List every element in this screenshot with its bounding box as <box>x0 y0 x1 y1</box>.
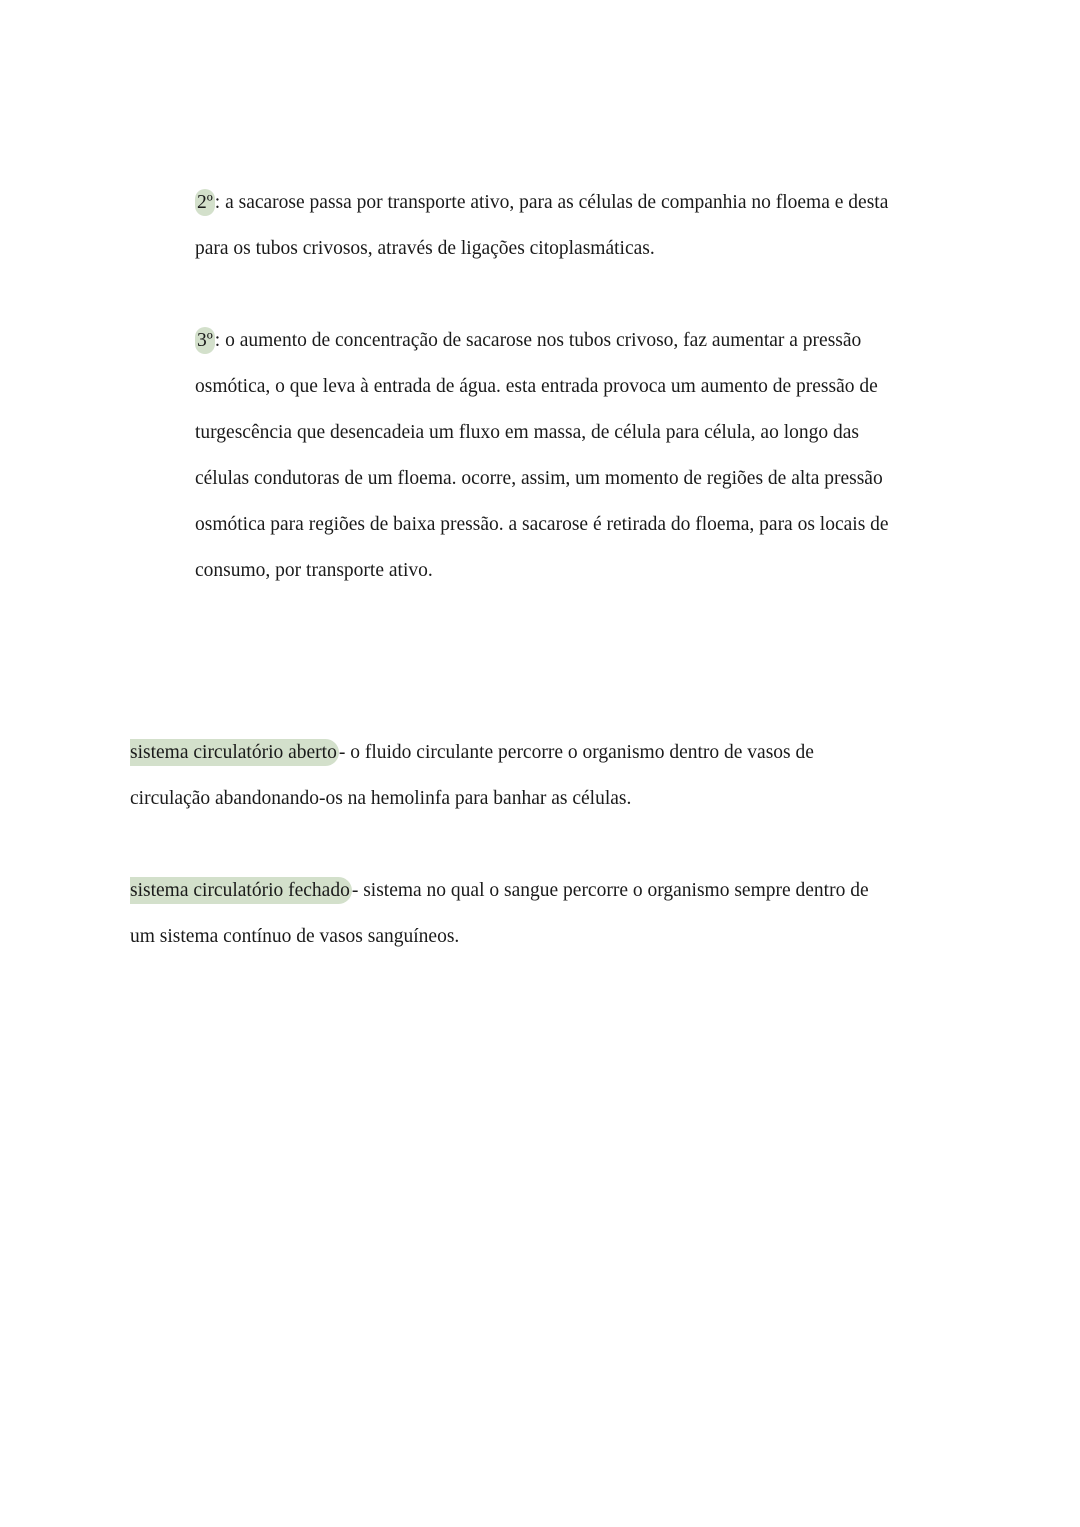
step-3-line-6: consumo, por transporte ativo. <box>195 560 433 581</box>
open-system-line-1-text: - o fluido circulante percorre o organismo dentro de vasos de <box>338 742 814 763</box>
open-system-term: sistema circulatório aberto <box>130 739 339 766</box>
closed-system-definition <box>130 868 970 960</box>
open-system-definition <box>130 730 970 822</box>
step-3-line-2: osmótica, o que leva à entrada de água. esta entrada provoca um aumento de pressão de <box>195 376 878 397</box>
open-system-line-2: circulação abandonando-os na hemolinfa para banhar as células. <box>130 788 632 809</box>
step-2-paragraph <box>195 180 975 272</box>
step-3-marker: 3º <box>195 327 215 354</box>
step-3-line-1-text: : o aumento de concentração de sacarose nos tubos crivoso, faz aumentar a pressão <box>214 330 862 351</box>
open-system-line-1 <box>130 730 970 776</box>
step-3-line-3: turgescência que desencadeia um fluxo em massa, de célula para célula, ao longo das <box>195 422 859 443</box>
closed-system-term: sistema circulatório fechado <box>130 877 352 904</box>
step-3-line-1 <box>195 318 975 364</box>
step-2-line-1 <box>195 180 975 226</box>
step-2-line-1-text: : a sacarose passa por transporte ativo, para as células de companhia no floema e desta <box>214 192 889 213</box>
step-3-line-4: células condutoras de um floema. ocorre, assim, um momento de regiões de alta pressão <box>195 468 883 489</box>
step-3-line-5: osmótica para regiões de baixa pressão. a sacarose é retirada do floema, para os locais de <box>195 514 889 535</box>
closed-system-line-1 <box>130 868 970 914</box>
step-3-paragraph <box>195 318 975 594</box>
closed-system-line-2: um sistema contínuo de vasos sanguíneos. <box>130 926 460 947</box>
closed-system-line-1-text: - sistema no qual o sangue percorre o organismo sempre dentro de <box>351 880 869 901</box>
step-2-marker: 2º <box>195 189 215 216</box>
step-2-line-2: para os tubos crivosos, através de ligações citoplasmáticas. <box>195 238 655 259</box>
